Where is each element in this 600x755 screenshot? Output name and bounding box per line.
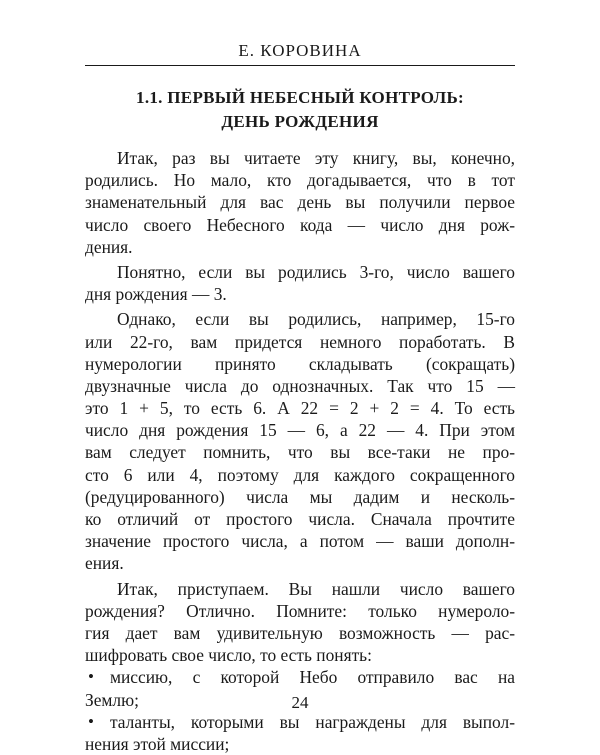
bullet-line: нения этой миссии; bbox=[85, 733, 230, 754]
paragraph-line: вам следует помнить, что вы все-таки не про- bbox=[85, 442, 515, 463]
bullet-line bbox=[85, 711, 515, 733]
paragraph-line: Понятно, если вы родились 3-го, число вашего bbox=[117, 261, 515, 282]
header-rule bbox=[85, 65, 515, 66]
paragraph-line: ко отличий от простого числа. Сначала прочтите bbox=[85, 509, 515, 529]
paragraph-line: ения. bbox=[85, 553, 124, 574]
paragraph-2 bbox=[85, 261, 515, 305]
paragraph-line: или 22-го, вам придется немного поработать. В bbox=[85, 331, 515, 352]
paragraph-4 bbox=[85, 578, 515, 667]
paragraph-line: число своего Небесного кода — число дня рож- bbox=[85, 214, 515, 235]
paragraph-line: нумерологии принято складывать (сокращать) bbox=[85, 353, 515, 374]
paragraph-3 bbox=[85, 308, 515, 574]
bullet-icon: • bbox=[88, 667, 94, 687]
running-header-author: Е. КОРОВИНА bbox=[238, 41, 362, 60]
paragraph-line: значение простого числа, а потом — ваши дополн- bbox=[85, 531, 515, 552]
bullet-line bbox=[85, 666, 515, 688]
paragraph-line: это 1 + 5, то есть 6. А 22 = 2 + 2 = 4. То есть bbox=[85, 398, 515, 419]
body-text bbox=[85, 147, 515, 755]
paragraph-line: Итак, раз вы читаете эту книгу, вы, конечно, bbox=[117, 148, 515, 168]
paragraph-line: Однако, если вы родились, например, 15-го bbox=[117, 309, 515, 330]
section-title-line-1: 1.1. ПЕРВЫЙ НЕБЕСНЫЙ КОНТРОЛЬ: bbox=[136, 88, 464, 107]
paragraph-line: родились. Но мало, кто догадывается, что в тот bbox=[85, 170, 515, 191]
bullet-text: миссию, с которой Небо отправило вас на bbox=[110, 667, 515, 688]
bullet-text: таланты, которыми вы награждены для выпол- bbox=[110, 711, 515, 732]
section-title bbox=[85, 86, 515, 134]
bullet-line: Землю; bbox=[85, 689, 139, 710]
section-title-line-2: ДЕНЬ РОЖДЕНИЯ bbox=[221, 112, 379, 131]
paragraph-line: дения. bbox=[85, 236, 133, 257]
paragraph-line: шифровать свое число, то есть понять: bbox=[85, 645, 372, 666]
paragraph-line: рождения? Отлично. Помните: только нумероло- bbox=[85, 600, 515, 621]
bullet-item-2 bbox=[85, 711, 515, 755]
paragraph-line: знаменательный для вас день вы получили первое bbox=[85, 192, 515, 213]
paragraph-line: гия дает вам удивительную возможность — рас- bbox=[85, 622, 515, 643]
page-number: 24 bbox=[291, 693, 309, 712]
paragraph-line: число дня рождения 15 — 6, а 22 — 4. При этом bbox=[85, 420, 515, 441]
paragraph-line: дня рождения — 3. bbox=[85, 284, 227, 305]
paragraph-line: сто 6 или 4, поэтому для каждого сокращенного bbox=[85, 464, 515, 485]
paragraph-line: двузначные числа до однозначных. Так что 15 — bbox=[85, 375, 515, 396]
paragraph-line: Итак, приступаем. Вы нашли число вашего bbox=[117, 578, 515, 599]
paragraph-line: (редуцированного) числа мы дадим и несколь- bbox=[85, 486, 515, 507]
bullet-icon: • bbox=[88, 711, 94, 731]
paragraph-1 bbox=[85, 147, 515, 258]
